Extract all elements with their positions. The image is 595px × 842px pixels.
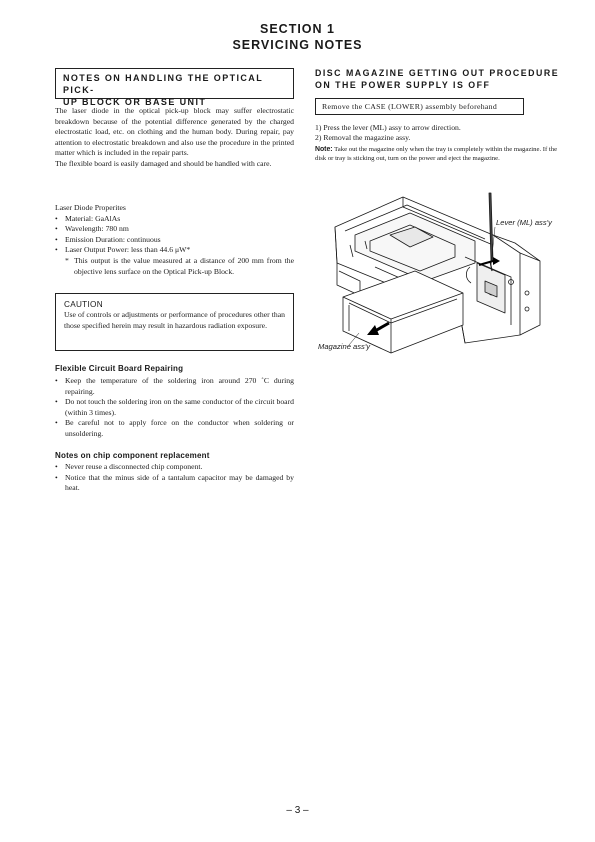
bullet: •: [55, 472, 58, 482]
section-title: SERVICING NOTES: [232, 37, 363, 52]
lever-label: Lever (ML) ass'y: [496, 218, 552, 227]
intro-paragraph: The laser diode in the optical pick-up block may suffer electrostatic breakdown because of the potential difference generated by the charged electrostatic load, etc. on clothing and the human body. During repair, pay attention to electrostatic breakdown and also use the procedure in the printed matter which is included in the repair parts.: [55, 106, 294, 158]
bullet: •: [55, 234, 58, 244]
list-item: • Never reuse a disconnected chip component.: [55, 462, 203, 471]
laser-properties: [55, 203, 294, 277]
magazine-procedure-heading: [315, 67, 560, 91]
laser-footnote: * This output is the value measured at a distance of 200 mm from the objective lens surface on the Optical Pick-up Block.: [65, 255, 294, 276]
section-header: [0, 22, 595, 53]
bullet: •: [55, 418, 58, 428]
note-label: Note:: [315, 146, 333, 153]
list-item: • Notice that the minus side of a tantalum capacitor may be damaged by heat.: [55, 472, 294, 493]
magazine-label: Magazine ass'y: [318, 342, 371, 351]
flex-repair-list: [55, 376, 294, 440]
optical-notes-body: [55, 106, 294, 170]
flex-repair-title: Flexible Circuit Board Repairing: [55, 364, 184, 373]
caution-title: CAUTION: [64, 300, 103, 309]
list-item: • Be careful not to apply force on the conductor when soldering or unsoldering.: [55, 418, 294, 438]
bullet: •: [55, 376, 58, 385]
magazine-heading-line1: DISC MAGAZINE GETTING OUT PROCEDURE: [315, 68, 560, 78]
optical-notes-heading-line2: UP BLOCK OR BASE UNIT: [63, 97, 207, 107]
list-item: • Do not touch the soldering iron on the same conductor of the circuit board (within 3 times).: [55, 397, 294, 417]
remove-case-box: Remove the CASE (LOWER) assembly beforehand: [315, 98, 524, 115]
step-1: 1) Press the lever (ML) assy to arrow direction.: [315, 123, 461, 132]
magazine-heading-line2: ON THE POWER SUPPLY IS OFF: [315, 80, 491, 90]
note-text: Take out the magazine only when the tray is completely within the magazine. If the disk or tray is sticking out, turn on the power and eject the magazine.: [315, 146, 558, 162]
bullet: •: [55, 462, 58, 471]
list-item: • Laser Output Power: less than 44.6 μW*: [55, 245, 191, 255]
footnote-star: *: [65, 255, 69, 265]
magazine-removal-diagram: [315, 185, 565, 360]
procedure-steps: [315, 123, 560, 144]
bullet: •: [55, 224, 58, 234]
laser-properties-list: [55, 214, 294, 256]
flex-board-paragraph: The flexible board is easily damaged and should be handled with care.: [55, 158, 272, 168]
list-item: • Wavelength: 780 nm: [55, 224, 129, 234]
optical-notes-heading-box: [55, 68, 294, 107]
laser-properties-title: Laser Diode Properites: [55, 203, 126, 212]
section-number: SECTION 1: [260, 22, 335, 36]
bullet: •: [55, 397, 58, 407]
bullet: •: [55, 213, 58, 223]
page-number: – 3 –: [286, 805, 309, 816]
procedure-note: [315, 145, 560, 163]
caution-box: [55, 293, 294, 351]
list-item: • Emission Duration: continuous: [55, 234, 161, 244]
chip-list: [55, 462, 294, 494]
chip-title: Notes on chip component replacement: [55, 451, 210, 460]
optical-notes-heading-line1: NOTES ON HANDLING THE OPTICAL PICK-: [63, 73, 263, 95]
list-item: • Keep the temperature of the soldering iron around 270 ˚C during repairing.: [55, 376, 294, 396]
step-2: 2) Removal the magazine assy.: [315, 133, 411, 143]
bullet: •: [55, 245, 58, 255]
caution-text: Use of controls or adjustments or performance of procedures other than those specified herein may result in hazardous radiation exposure.: [64, 310, 285, 330]
list-item: • Material: GaAlAs: [55, 213, 121, 223]
